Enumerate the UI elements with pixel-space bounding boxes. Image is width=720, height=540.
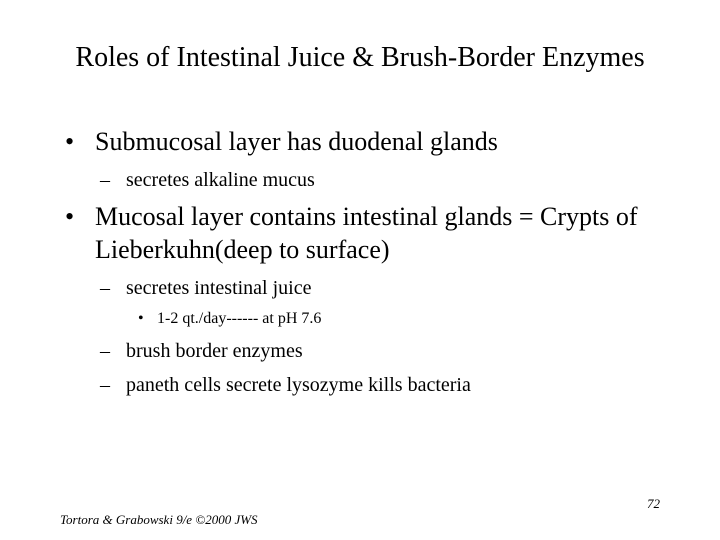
bullet-marker: • <box>65 127 75 156</box>
sub-sub-bullet-marker: • <box>138 310 144 327</box>
sub-bullet-text: brush border enzymes <box>126 340 303 362</box>
sub-bullet-marker: – <box>100 169 110 191</box>
sub-bullet-text: secretes alkaline mucus <box>126 169 315 191</box>
bullet-text-continuation: Lieberkuhn(deep to surface) <box>95 235 390 264</box>
page-number: 72 <box>647 496 660 511</box>
sub-bullet-text: secretes intestinal juice <box>126 277 312 299</box>
bullet-marker: • <box>65 202 75 231</box>
footer-citation: Tortora & Grabowski 9/e ©2000 JWS <box>60 512 258 527</box>
slide-title: Roles of Intestinal Juice & Brush-Border Enzymes <box>75 42 645 73</box>
sub-bullet-marker: – <box>100 374 110 396</box>
sub-bullet-text: paneth cells secrete lysozyme kills bacteria <box>126 374 471 396</box>
sub-bullet-marker: – <box>100 277 110 299</box>
bullet-text: Submucosal layer has duodenal glands <box>95 127 498 156</box>
sub-sub-bullet-text: 1-2 qt./day------ at pH 7.6 <box>157 310 322 327</box>
sub-bullet-marker: – <box>100 340 110 362</box>
bullet-text: Mucosal layer contains intestinal glands = Crypts of <box>95 202 638 231</box>
